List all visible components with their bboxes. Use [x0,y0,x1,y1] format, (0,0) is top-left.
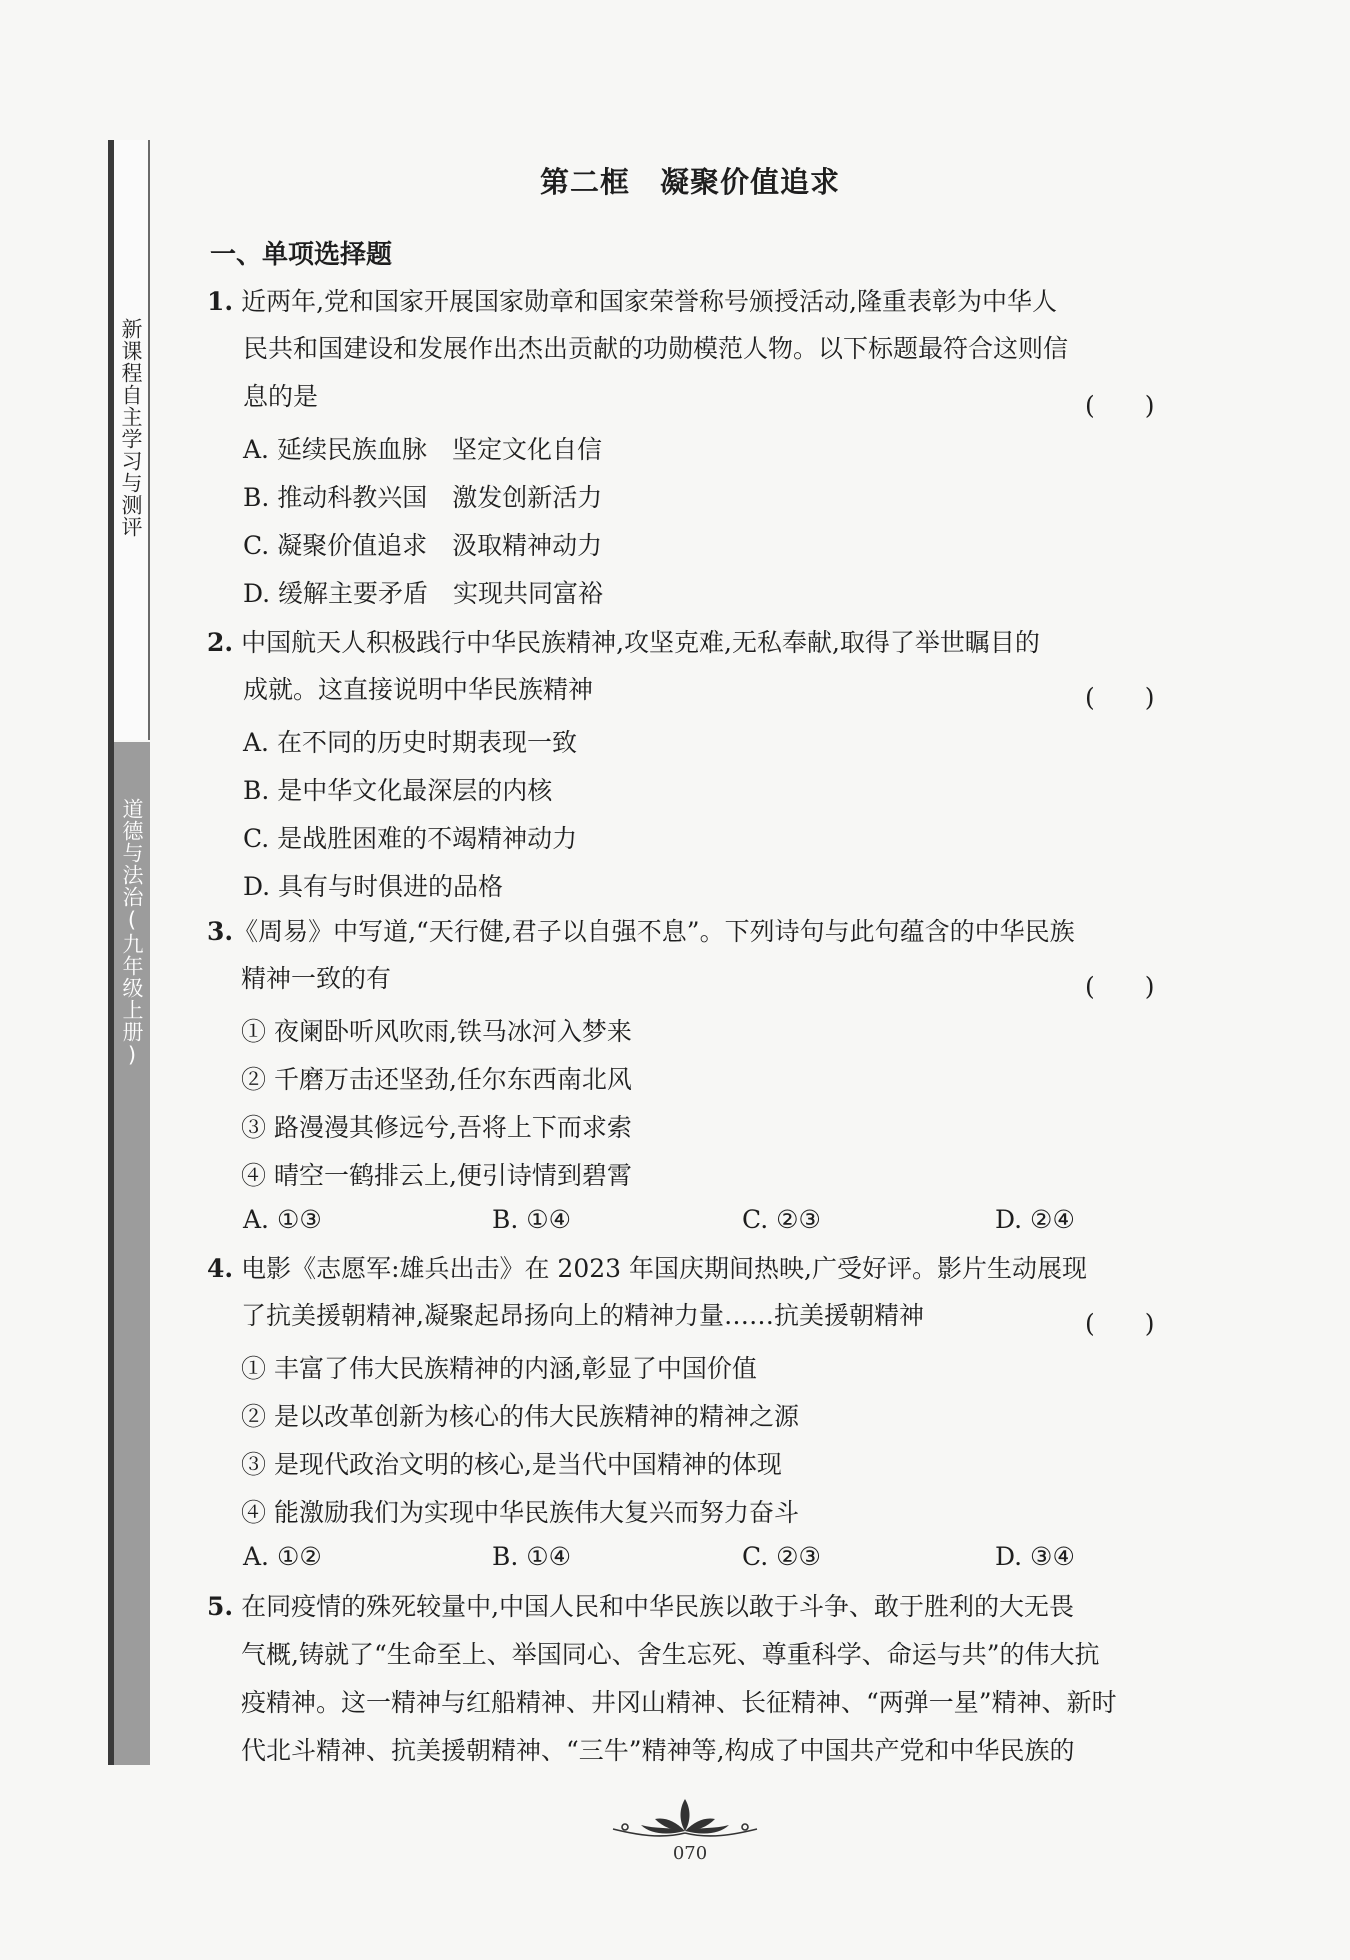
question-2-line-2: 成就。这直接说明中华民族精神 [243,675,594,704]
page-number: 070 [672,1843,708,1864]
question-3-line-2: 精神一致的有 [241,964,392,993]
question-5-line-4: 代北斗精神、抗美援朝精神、“三牛”精神等,构成了中国共产党和中华民族的 [241,1736,1075,1765]
question-4-option-b: B. ①④ [492,1542,572,1571]
question-5-line-1: 5. 在同疫情的殊死较量中,中国人民和中华民族以敢于斗争、敢于胜利的大无畏 [207,1592,1075,1621]
question-5-line-3: 疫精神。这一精神与红船精神、井冈山精神、长征精神、“两弹一星”精神、新时 [241,1688,1117,1717]
question-3-statement-1: ① 夜阑卧听风吹雨,铁马冰河入梦来 [241,1017,632,1046]
question-1-number: 1. [207,287,234,316]
page-title: 第二框 凝聚价值追求 [539,165,840,199]
question-3-statement-4: ④ 晴空一鹤排云上,便引诗情到碧霄 [241,1161,632,1190]
question-2-line-1: 2. 中国航天人积极践行中华民族精神,攻坚克难,无私奉献,取得了举世瞩目的 [207,628,1040,657]
question-2-option-a: A. 在不同的历史时期表现一致 [243,728,577,757]
question-4-number: 4. [207,1254,234,1283]
question-4-statement-1: ① 丰富了伟大民族精神的内涵,彰显了中国价值 [241,1354,757,1383]
question-1-option-d: D. 缓解主要矛盾 实现共同富裕 [243,579,604,608]
question-1-option-a: A. 延续民族血脉 坚定文化自信 [243,435,602,464]
question-4-statement-4: ④ 能激励我们为实现中华民族伟大复兴而努力奋斗 [241,1498,799,1527]
question-3-line-1: 3.《周易》中写道,“天行健,君子以自强不息”。下列诗句与此句蕴含的中华民族 [207,917,1075,946]
question-2-answer-blank: ( ) [1085,683,1155,712]
question-4-line-2: 了抗美援朝精神,凝聚起昂扬向上的精神力量……抗美援朝精神 [241,1301,924,1330]
side-tab-series-title: 新课程自主学习与测评 [119,318,143,538]
footer-leaf-ornament-icon [605,1795,765,1845]
question-4-statement-3: ③ 是现代政治文明的核心,是当代中国精神的体现 [241,1450,782,1479]
question-1-answer-blank: ( ) [1085,391,1155,420]
question-1-line-2: 民共和国建设和发展作出杰出贡献的功勋模范人物。以下标题最符合这则信 [243,334,1069,363]
question-1-line-3: 息的是 [243,382,319,411]
question-4-statement-2: ② 是以改革创新为核心的伟大民族精神的精神之源 [241,1402,799,1431]
question-4-option-a: A. ①② [243,1542,322,1571]
question-2-option-d: D. 具有与时俱进的品格 [243,872,504,901]
question-2-number: 2. [207,628,234,657]
question-4-option-c: C. ②③ [742,1542,821,1571]
question-5-line-2: 气概,铸就了“生命至上、举国同心、舍生忘死、尊重科学、命运与共”的伟大抗 [241,1640,1100,1669]
question-4-line-1: 4. 电影《志愿军:雄兵出击》在 2023 年国庆期间热映,广受好评。影片生动展现 [207,1254,1087,1283]
question-3-option-b: B. ①④ [492,1205,572,1234]
question-3-option-a: A. ①③ [243,1205,322,1234]
question-3-option-c: C. ②③ [742,1205,821,1234]
question-2-option-b: B. 是中华文化最深层的内核 [243,776,553,805]
question-1-line-1: 1. 近两年,党和国家开展国家勋章和国家荣誉称号颁授活动,隆重表彰为中华人 [207,287,1057,316]
question-1-option-c: C. 凝聚价值追求 汲取精神动力 [243,531,603,560]
question-3-option-d: D. ②④ [995,1205,1075,1234]
question-4-answer-blank: ( ) [1085,1309,1155,1338]
question-3-statement-3: ③ 路漫漫其修远兮,吾将上下而求索 [241,1113,632,1142]
question-3-statement-2: ② 千磨万击还坚劲,任尔东西南北风 [241,1065,632,1094]
question-3-number: 3. [207,917,234,946]
side-tab-subject-title: 道德与法治(九年级上册) [120,798,144,1068]
question-2-option-c: C. 是战胜困难的不竭精神动力 [243,824,578,853]
section-heading: 一、单项选择题 [210,240,393,270]
question-1-option-b: B. 推动科教兴国 激发创新活力 [243,483,603,512]
question-5-number: 5. [207,1592,234,1621]
question-3-answer-blank: ( ) [1085,972,1155,1001]
question-4-option-d: D. ③④ [995,1542,1075,1571]
